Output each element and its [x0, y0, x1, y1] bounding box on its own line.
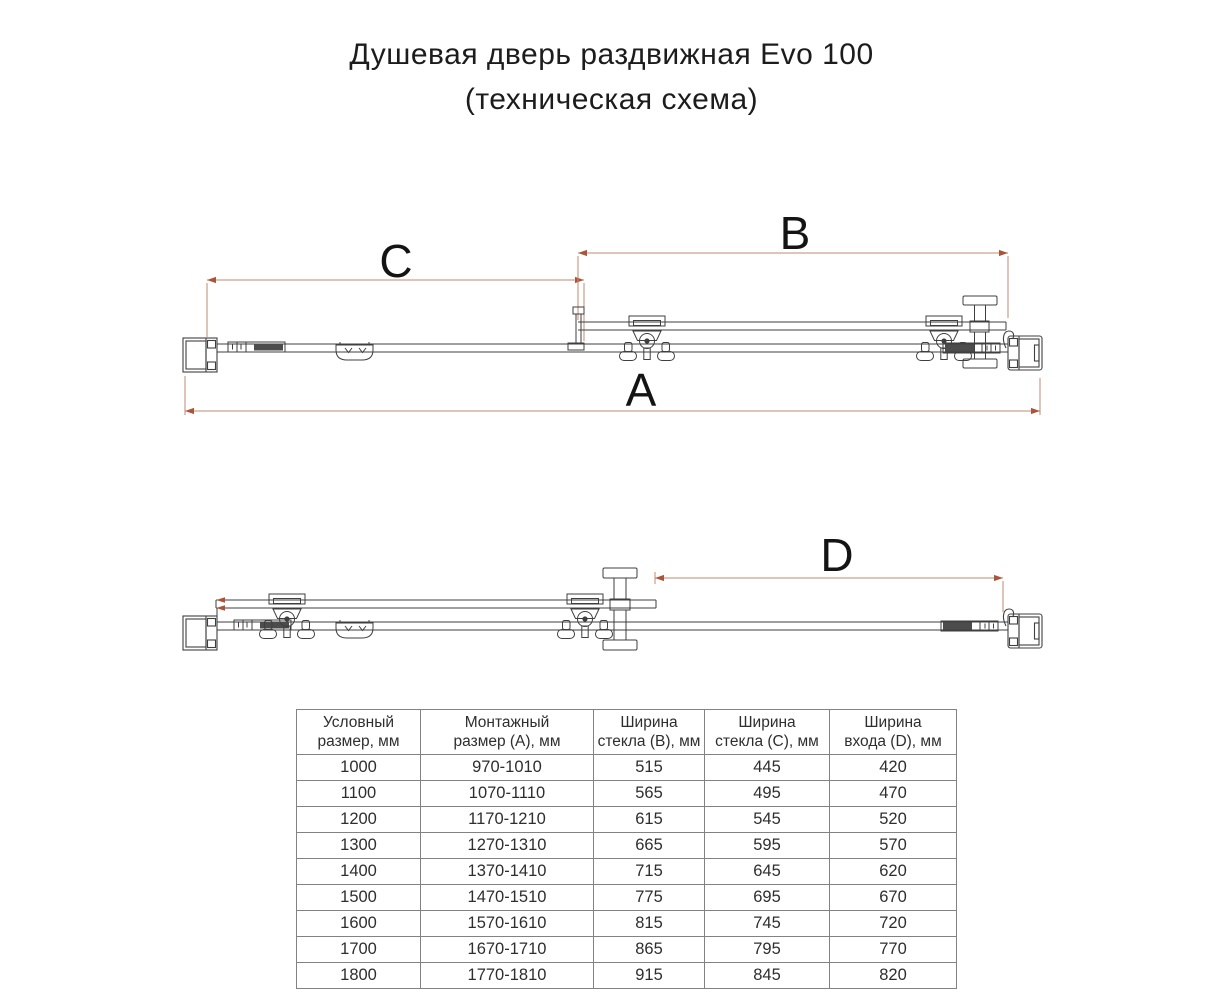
table-cell: 1670-1710 [421, 937, 594, 963]
door-assembly-open [183, 529, 1042, 650]
roller-carriage-icon [558, 594, 613, 639]
dim-label-d: D [820, 529, 854, 581]
table-cell: 565 [594, 781, 705, 807]
left-wall-profile [183, 338, 217, 372]
table-cell: 545 [705, 807, 830, 833]
table-cell: 815 [594, 911, 705, 937]
magnetic-seal-right [941, 621, 998, 631]
table-cell: 1370-1410 [421, 859, 594, 885]
table-cell: 620 [830, 859, 957, 885]
dim-label-c: C [379, 235, 413, 287]
table-cell: 570 [830, 833, 957, 859]
table-cell: 1400 [297, 859, 421, 885]
right-wall-profile [1003, 609, 1042, 648]
door-handle [603, 568, 637, 650]
column-header-entry-width-d: Ширина входа (D), мм [830, 710, 957, 755]
table-cell: 865 [594, 937, 705, 963]
dimension-b [578, 250, 1008, 320]
table-row [297, 963, 957, 989]
table-cell: 520 [830, 807, 957, 833]
table-cell: 420 [830, 755, 957, 781]
table-cell: 595 [705, 833, 830, 859]
table-cell: 1070-1110 [421, 781, 594, 807]
table-cell: 445 [705, 755, 830, 781]
dimension-a [185, 376, 1040, 415]
table-cell: 1270-1310 [421, 833, 594, 859]
table-header-row [297, 710, 957, 755]
table-cell: 670 [830, 885, 957, 911]
bottom-guide [336, 620, 373, 638]
table-cell: 745 [705, 911, 830, 937]
table-row [297, 937, 957, 963]
right-wall-profile [1003, 331, 1042, 370]
table-row [297, 807, 957, 833]
table-cell: 1770-1810 [421, 963, 594, 989]
table-cell: 665 [594, 833, 705, 859]
table-row [297, 833, 957, 859]
table-row [297, 911, 957, 937]
table-cell: 515 [594, 755, 705, 781]
roller-carriage-icon [620, 316, 675, 361]
table-cell: 470 [830, 781, 957, 807]
column-header-nominal-size: Условный размер, мм [297, 710, 421, 755]
table-cell: 770 [830, 937, 957, 963]
column-header-mounting-size-a: Монтажный размер (А), мм [421, 710, 594, 755]
dim-label-a: A [625, 364, 657, 416]
table-cell: 695 [705, 885, 830, 911]
table-cell: 1500 [297, 885, 421, 911]
table-cell: 495 [705, 781, 830, 807]
table-row [297, 755, 957, 781]
table-cell: 1200 [297, 807, 421, 833]
page-title-line2: (техническая схема) [464, 83, 759, 117]
table-row [297, 885, 957, 911]
table-cell: 715 [594, 859, 705, 885]
roller-carriage-icon [260, 594, 315, 639]
table-cell: 1600 [297, 911, 421, 937]
table-cell: 795 [705, 937, 830, 963]
table-row [297, 859, 957, 885]
table-row [297, 781, 957, 807]
page-title-line1: Душевая дверь раздвижная Evo 100 [349, 38, 874, 72]
table-cell: 1470-1510 [421, 885, 594, 911]
table-cell: 1800 [297, 963, 421, 989]
roller-carriage-icon [917, 316, 972, 361]
bottom-guide [336, 342, 373, 360]
dim-label-b: B [779, 207, 811, 259]
dimensions-table [296, 709, 957, 989]
table-cell: 1000 [297, 755, 421, 781]
magnetic-seal-right [943, 343, 1000, 353]
table-cell: 1570-1610 [421, 911, 594, 937]
table-cell: 1100 [297, 781, 421, 807]
column-header-glass-width-c: Ширина стекла (C), мм [705, 710, 830, 755]
table-cell: 775 [594, 885, 705, 911]
table-cell: 720 [830, 911, 957, 937]
magnetic-seal-left [228, 342, 285, 352]
left-wall-profile [183, 616, 217, 650]
table-cell: 1170-1210 [421, 807, 594, 833]
column-header-glass-width-b: Ширина стекла (B), мм [594, 710, 705, 755]
table-cell: 1700 [297, 937, 421, 963]
door-assembly-closed [183, 207, 1042, 416]
table-cell: 1300 [297, 833, 421, 859]
table-cell: 820 [830, 963, 957, 989]
table-cell: 915 [594, 963, 705, 989]
table-cell: 615 [594, 807, 705, 833]
table-cell: 970-1010 [421, 755, 594, 781]
table-cell: 645 [705, 859, 830, 885]
door-handle [963, 296, 997, 368]
table-cell: 845 [705, 963, 830, 989]
